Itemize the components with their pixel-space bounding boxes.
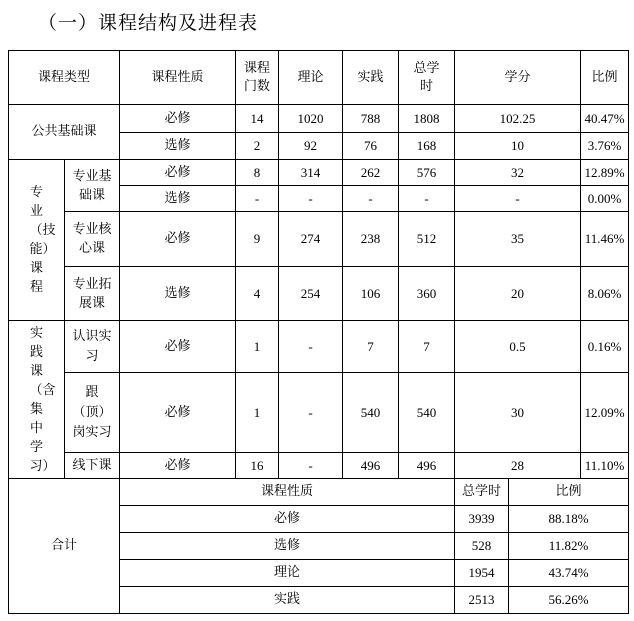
cell-nature: 选修	[120, 186, 236, 212]
cell-credits: 10	[455, 133, 581, 160]
cell-theory: -	[279, 321, 343, 373]
subtype-cognition-text: 认识实习	[72, 328, 112, 364]
cell-total: 576	[399, 160, 455, 186]
header-count	[236, 51, 279, 105]
cell-practice: 496	[343, 453, 399, 479]
cell-total: 496	[399, 453, 455, 479]
subtype-pro-basic-text: 专业基础课	[72, 168, 112, 203]
header-ratio: 比例	[581, 51, 629, 105]
cell-theory: 254	[279, 267, 343, 321]
summary-header-hours: 总学时	[455, 479, 509, 506]
cell-nature: 选修	[120, 133, 236, 160]
cell-ratio: 3.76%	[581, 133, 629, 160]
cell-ratio: 12.09%	[581, 373, 629, 453]
summary-hours: 528	[455, 533, 509, 560]
cell-count: 2	[236, 133, 279, 160]
cell-nature: 必修	[120, 160, 236, 186]
cell-practice: 106	[343, 267, 399, 321]
cell-ratio: 8.06%	[581, 267, 629, 321]
summary-ratio: 43.74%	[509, 560, 629, 587]
cell-nature: 必修	[120, 321, 236, 373]
cell-total: -	[399, 186, 455, 212]
cell-theory: 314	[279, 160, 343, 186]
subtype-pro-core	[65, 212, 120, 267]
cell-ratio: 12.89%	[581, 160, 629, 186]
cell-nature: 选修	[120, 267, 236, 321]
group-professional	[9, 160, 65, 321]
header-total-hours	[399, 51, 455, 105]
table-row	[9, 453, 629, 479]
cell-theory: 274	[279, 212, 343, 267]
table-row	[9, 105, 629, 133]
cell-count: 9	[236, 212, 279, 267]
cell-theory: 92	[279, 133, 343, 160]
cell-theory: -	[279, 453, 343, 479]
summary-ratio: 11.82%	[509, 533, 629, 560]
summary-header-row	[9, 479, 629, 506]
cell-count: 1	[236, 321, 279, 373]
cell-credits: 35	[455, 212, 581, 267]
cell-count: 8	[236, 160, 279, 186]
subtype-post-text: 跟（顶）岗实习	[72, 384, 112, 440]
cell-nature: 必修	[120, 212, 236, 267]
cell-total: 540	[399, 373, 455, 453]
table-row	[9, 160, 629, 186]
cell-credits: 102.25	[455, 105, 581, 133]
group-practical-text: 实践课（含集中学习）	[29, 325, 56, 474]
cell-credits: 0.5	[455, 321, 581, 373]
cell-count: 4	[236, 267, 279, 321]
table-row	[9, 212, 629, 267]
cell-practice: 238	[343, 212, 399, 267]
summary-hours: 1954	[455, 560, 509, 587]
cell-ratio: 11.10%	[581, 453, 629, 479]
subtype-pro-basic	[65, 160, 120, 212]
summary-ratio: 88.18%	[509, 506, 629, 533]
cell-total: 512	[399, 212, 455, 267]
cell-total: 1808	[399, 105, 455, 133]
subtype-pro-ext-text: 专业拓展课	[72, 276, 112, 311]
cell-theory: -	[279, 186, 343, 212]
subtype-pro-ext	[65, 267, 120, 321]
table-row	[9, 321, 629, 373]
cell-ratio: 40.47%	[581, 105, 629, 133]
summary-hours: 3939	[455, 506, 509, 533]
summary-ratio: 56.26%	[509, 587, 629, 614]
cell-credits: 30	[455, 373, 581, 453]
subtype-offline: 线下课	[65, 453, 120, 479]
cell-practice: -	[343, 186, 399, 212]
cell-nature: 必修	[120, 453, 236, 479]
summary-label: 合计	[9, 479, 120, 614]
summary-name: 实践	[120, 587, 455, 614]
summary-name: 选修	[120, 533, 455, 560]
subtype-pro-core-text: 专业核心课	[72, 222, 112, 256]
cell-count: 14	[236, 105, 279, 133]
table-row	[9, 373, 629, 453]
course-structure-table	[8, 50, 629, 614]
header-category: 课程类型	[9, 51, 120, 105]
cell-ratio: 0.00%	[581, 186, 629, 212]
cell-total: 168	[399, 133, 455, 160]
cell-practice: 540	[343, 373, 399, 453]
section-heading: （一）课程结构及进程表	[38, 12, 259, 34]
header-total-hours-text: 总学时	[413, 60, 440, 94]
cell-practice: 76	[343, 133, 399, 160]
cell-credits: 20	[455, 267, 581, 321]
summary-header-ratio: 比例	[509, 479, 629, 506]
summary-name: 理论	[120, 560, 455, 587]
cell-count: 1	[236, 373, 279, 453]
cell-ratio: 11.46%	[581, 212, 629, 267]
table-row	[9, 267, 629, 321]
cell-credits: 28	[455, 453, 581, 479]
header-practice: 实践	[343, 51, 399, 105]
cell-count: 16	[236, 453, 279, 479]
header-count-text: 课程门数	[244, 60, 271, 94]
cell-practice: 7	[343, 321, 399, 373]
subtype-cognition	[65, 321, 120, 373]
group-public: 公共基础课	[9, 105, 120, 160]
cell-practice: 262	[343, 160, 399, 186]
header-theory: 理论	[279, 51, 343, 105]
cell-total: 360	[399, 267, 455, 321]
header-nature: 课程性质	[120, 51, 236, 105]
header-credits: 学分	[455, 51, 581, 105]
group-professional-text: 专业（技能）课程	[29, 185, 56, 295]
summary-name: 必修	[120, 506, 455, 533]
cell-count: -	[236, 186, 279, 212]
cell-nature: 必修	[120, 373, 236, 453]
header-row	[9, 51, 629, 105]
cell-credits: -	[455, 186, 581, 212]
cell-theory: 1020	[279, 105, 343, 133]
cell-credits: 32	[455, 160, 581, 186]
cell-theory: -	[279, 373, 343, 453]
cell-practice: 788	[343, 105, 399, 133]
summary-hours: 2513	[455, 587, 509, 614]
summary-header-nature: 课程性质	[120, 479, 455, 506]
cell-total: 7	[399, 321, 455, 373]
group-practical	[9, 321, 65, 479]
cell-nature: 必修	[120, 105, 236, 133]
cell-ratio: 0.16%	[581, 321, 629, 373]
subtype-post	[65, 373, 120, 453]
